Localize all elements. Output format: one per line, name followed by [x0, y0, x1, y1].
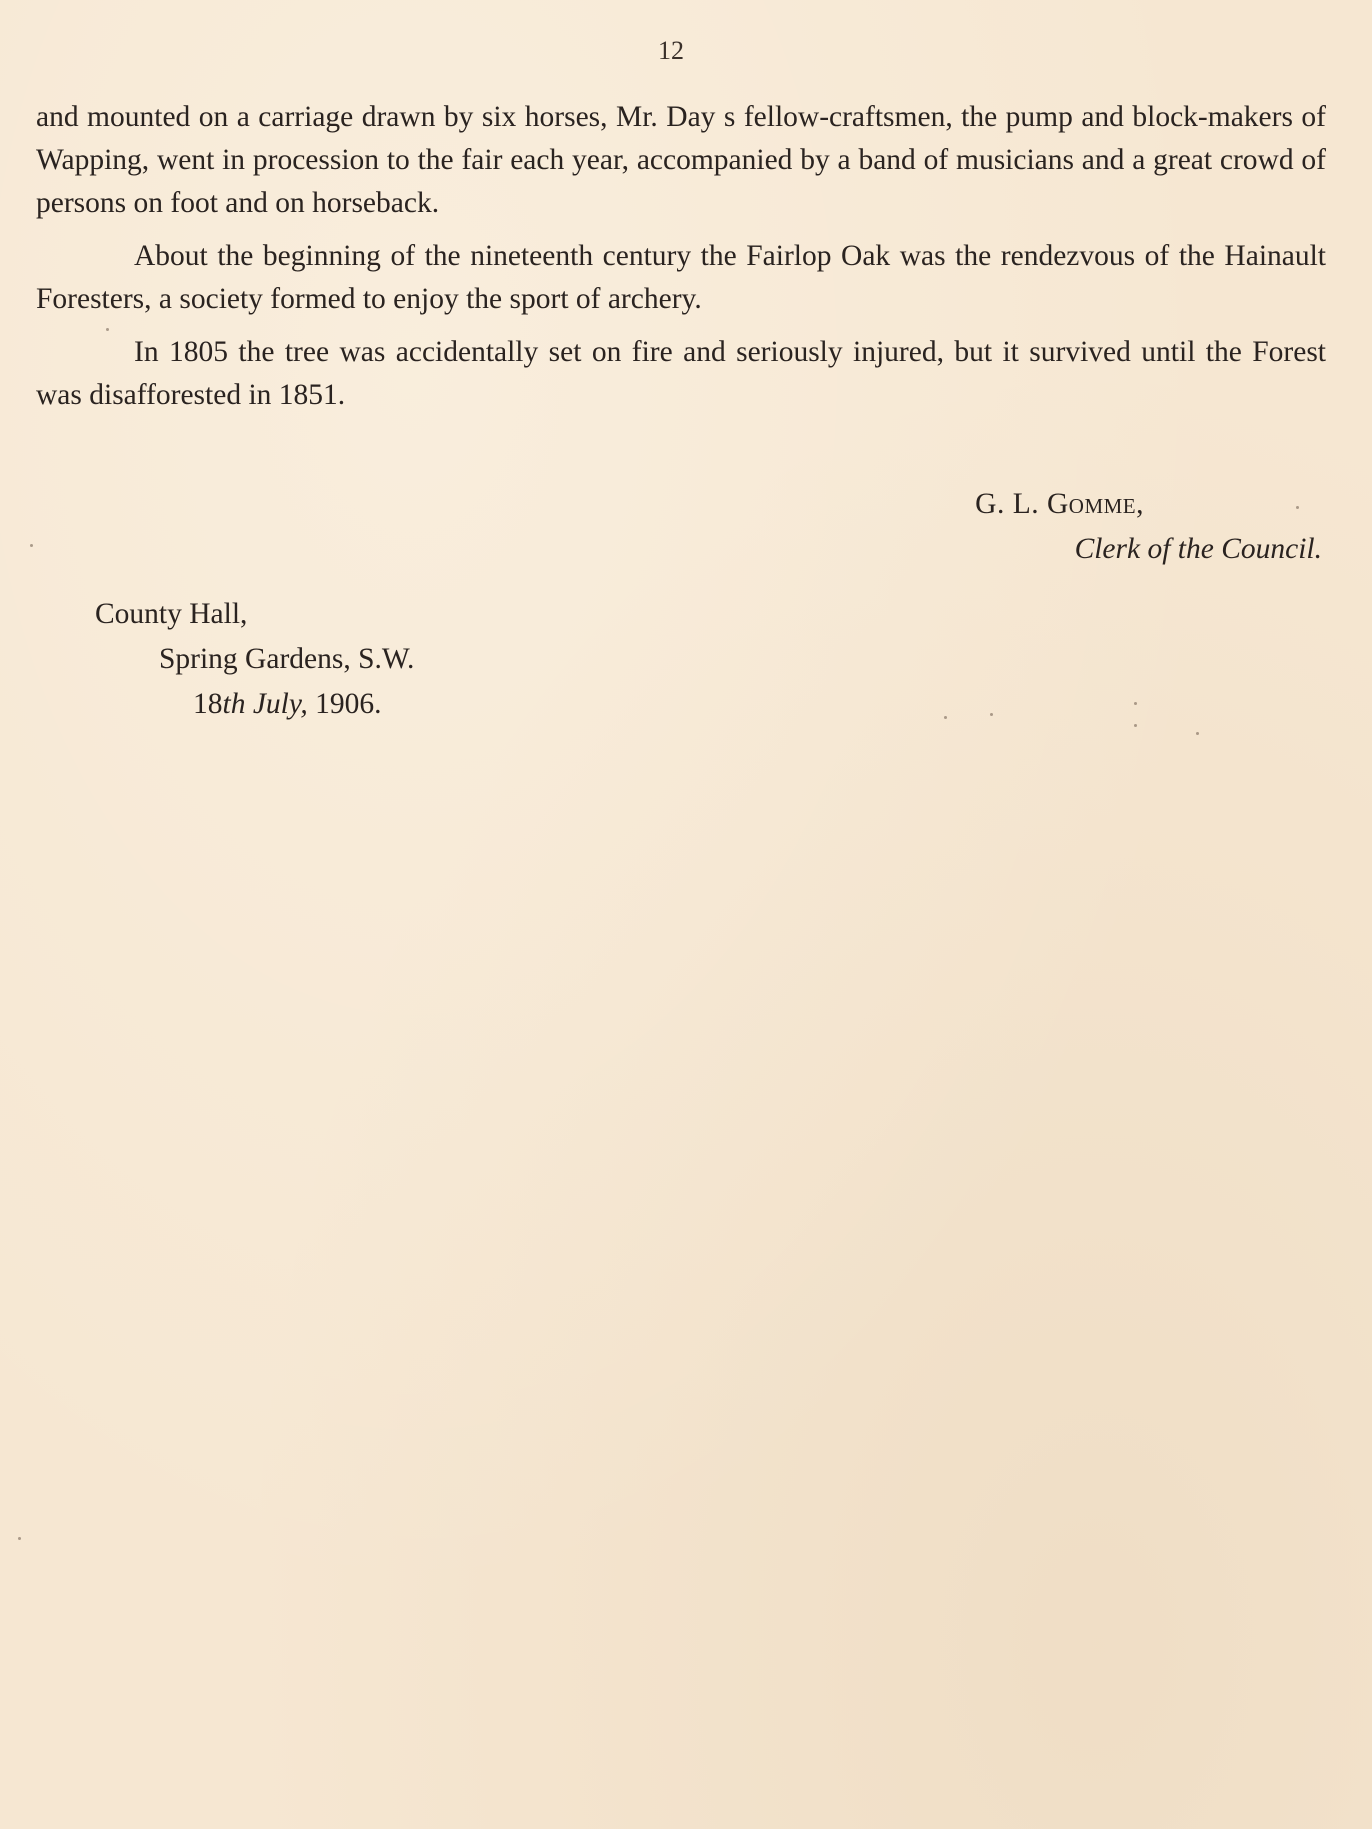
date-month: July, [252, 688, 308, 720]
paper-speck [1134, 702, 1137, 705]
paper-speck [990, 713, 993, 716]
paper-speck [106, 328, 109, 331]
date-suffix: th [222, 688, 246, 720]
address-line-2: Spring Gardens, S.W. [159, 643, 415, 675]
paper-speck [1196, 732, 1199, 735]
paper-speck [30, 544, 33, 547]
date-year: 1906. [315, 688, 382, 720]
paragraph-1: and mounted on a carriage drawn by six horses, Mr. Day s fellow-craftsmen, the pump and block-makers of Wapping, went in procession to the fair each year, accompanied by a band of musicians and a great crowd of persons on foot and on horseback. [36, 101, 1326, 219]
signatory-title: Clerk of the Council. [1074, 533, 1322, 565]
paragraph-2: About the beginning of the nineteenth century the Fairlop Oak was the rendezvous of the Hainault Foresters, a society formed to enjoy the sport of archery. [36, 240, 1326, 315]
paper-speck [18, 1537, 21, 1540]
date-line [95, 682, 414, 727]
paper-speck [944, 716, 947, 719]
paper-speck [1296, 506, 1299, 509]
address-block [95, 592, 414, 727]
paragraph-3: In 1805 the tree was accidentally set on fire and seriously injured, but it survived until the Forest was disafforested in 1851. [36, 336, 1326, 411]
date-day: 18 [193, 688, 223, 720]
page-number: 12 [658, 36, 684, 65]
body-text [36, 96, 1326, 427]
signature-block [975, 482, 1322, 572]
signatory-name: G. L. Gomme, [975, 488, 1144, 520]
address-line-1: County Hall, [95, 598, 248, 630]
paper-speck [1134, 724, 1137, 727]
